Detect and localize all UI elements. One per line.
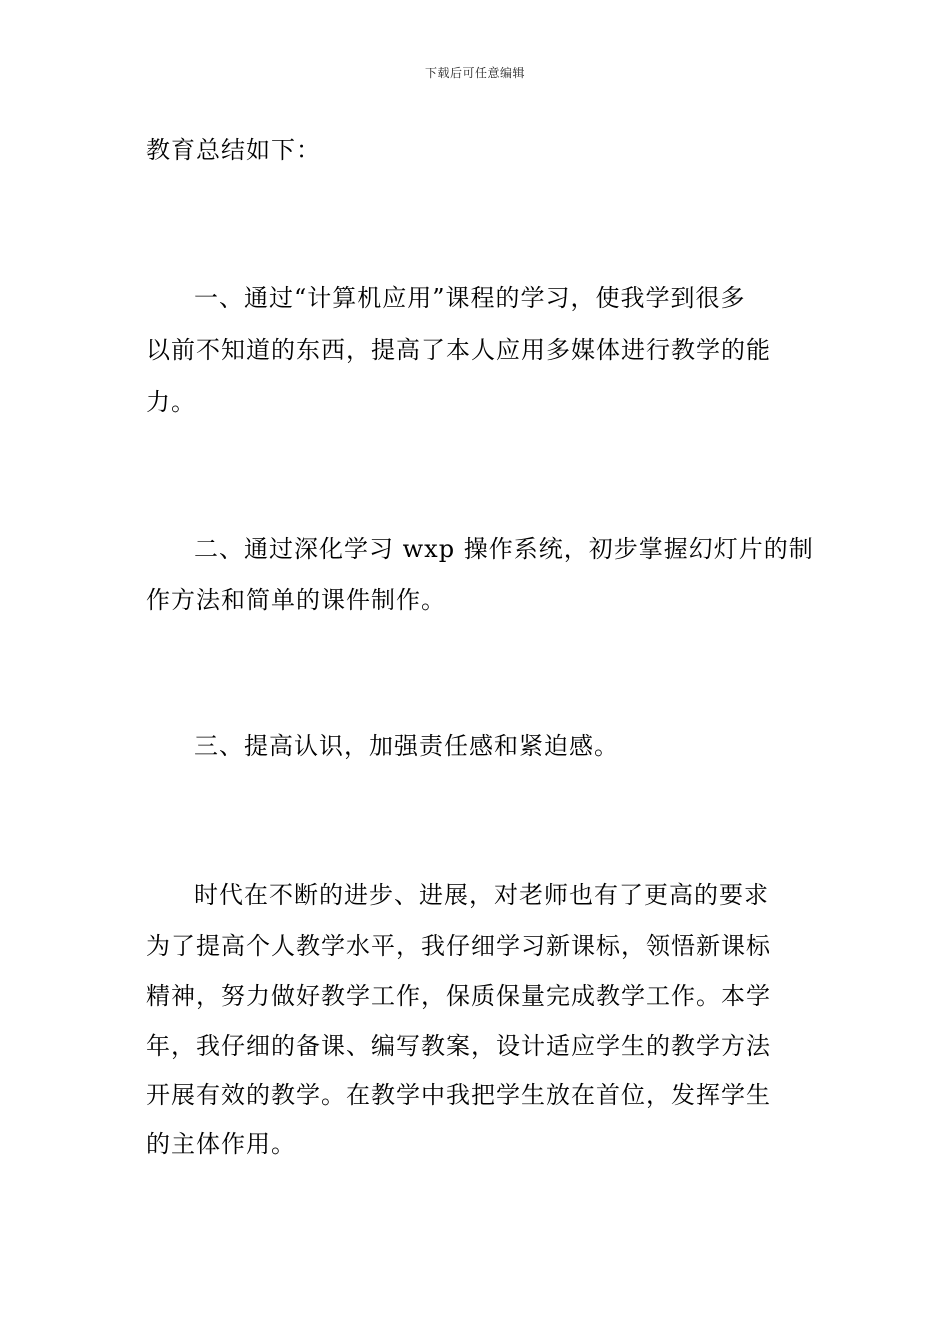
header-note: 下载后可任意编辑 [424, 66, 525, 80]
paragraph-4-line-2: 为了提高个人教学水平，我仔细学习新课标，领悟新课标 [146, 932, 771, 960]
paragraph-1-line-2: 以前不知道的东西，提高了本人应用多媒体进行教学的能 [146, 336, 771, 364]
paragraph-2-line-2: 作方法和简单的课件制作。 [146, 586, 446, 614]
intro-line: 教育总结如下： [146, 136, 321, 164]
paragraph-1-line-1: 一、通过“计算机应用”课程的学习，使我学到很多 [194, 284, 746, 312]
paragraph-3-line-1: 三、提高认识，加强责任感和紧迫感。 [194, 732, 619, 760]
paragraph-4-line-5: 开展有效的教学。在教学中我把学生放在首位，发挥学生 [146, 1081, 771, 1109]
paragraph-4-line-6: 的主体作用。 [146, 1130, 296, 1158]
paragraph-4-line-3: 精神，努力做好教学工作，保质保量完成教学工作。本学 [146, 982, 771, 1010]
paragraph-2-line-1: 二、通过深化学习 wxp 操作系统，初步掌握幻灯片的制 [194, 535, 814, 563]
paragraph-1-line-3: 力。 [146, 388, 196, 416]
paragraph-4-line-1: 时代在不断的进步、进展，对老师也有了更高的要求 [194, 881, 769, 909]
paragraph-4-line-4: 年，我仔细的备课、编写教案，设计适应学生的教学方法 [146, 1032, 771, 1060]
